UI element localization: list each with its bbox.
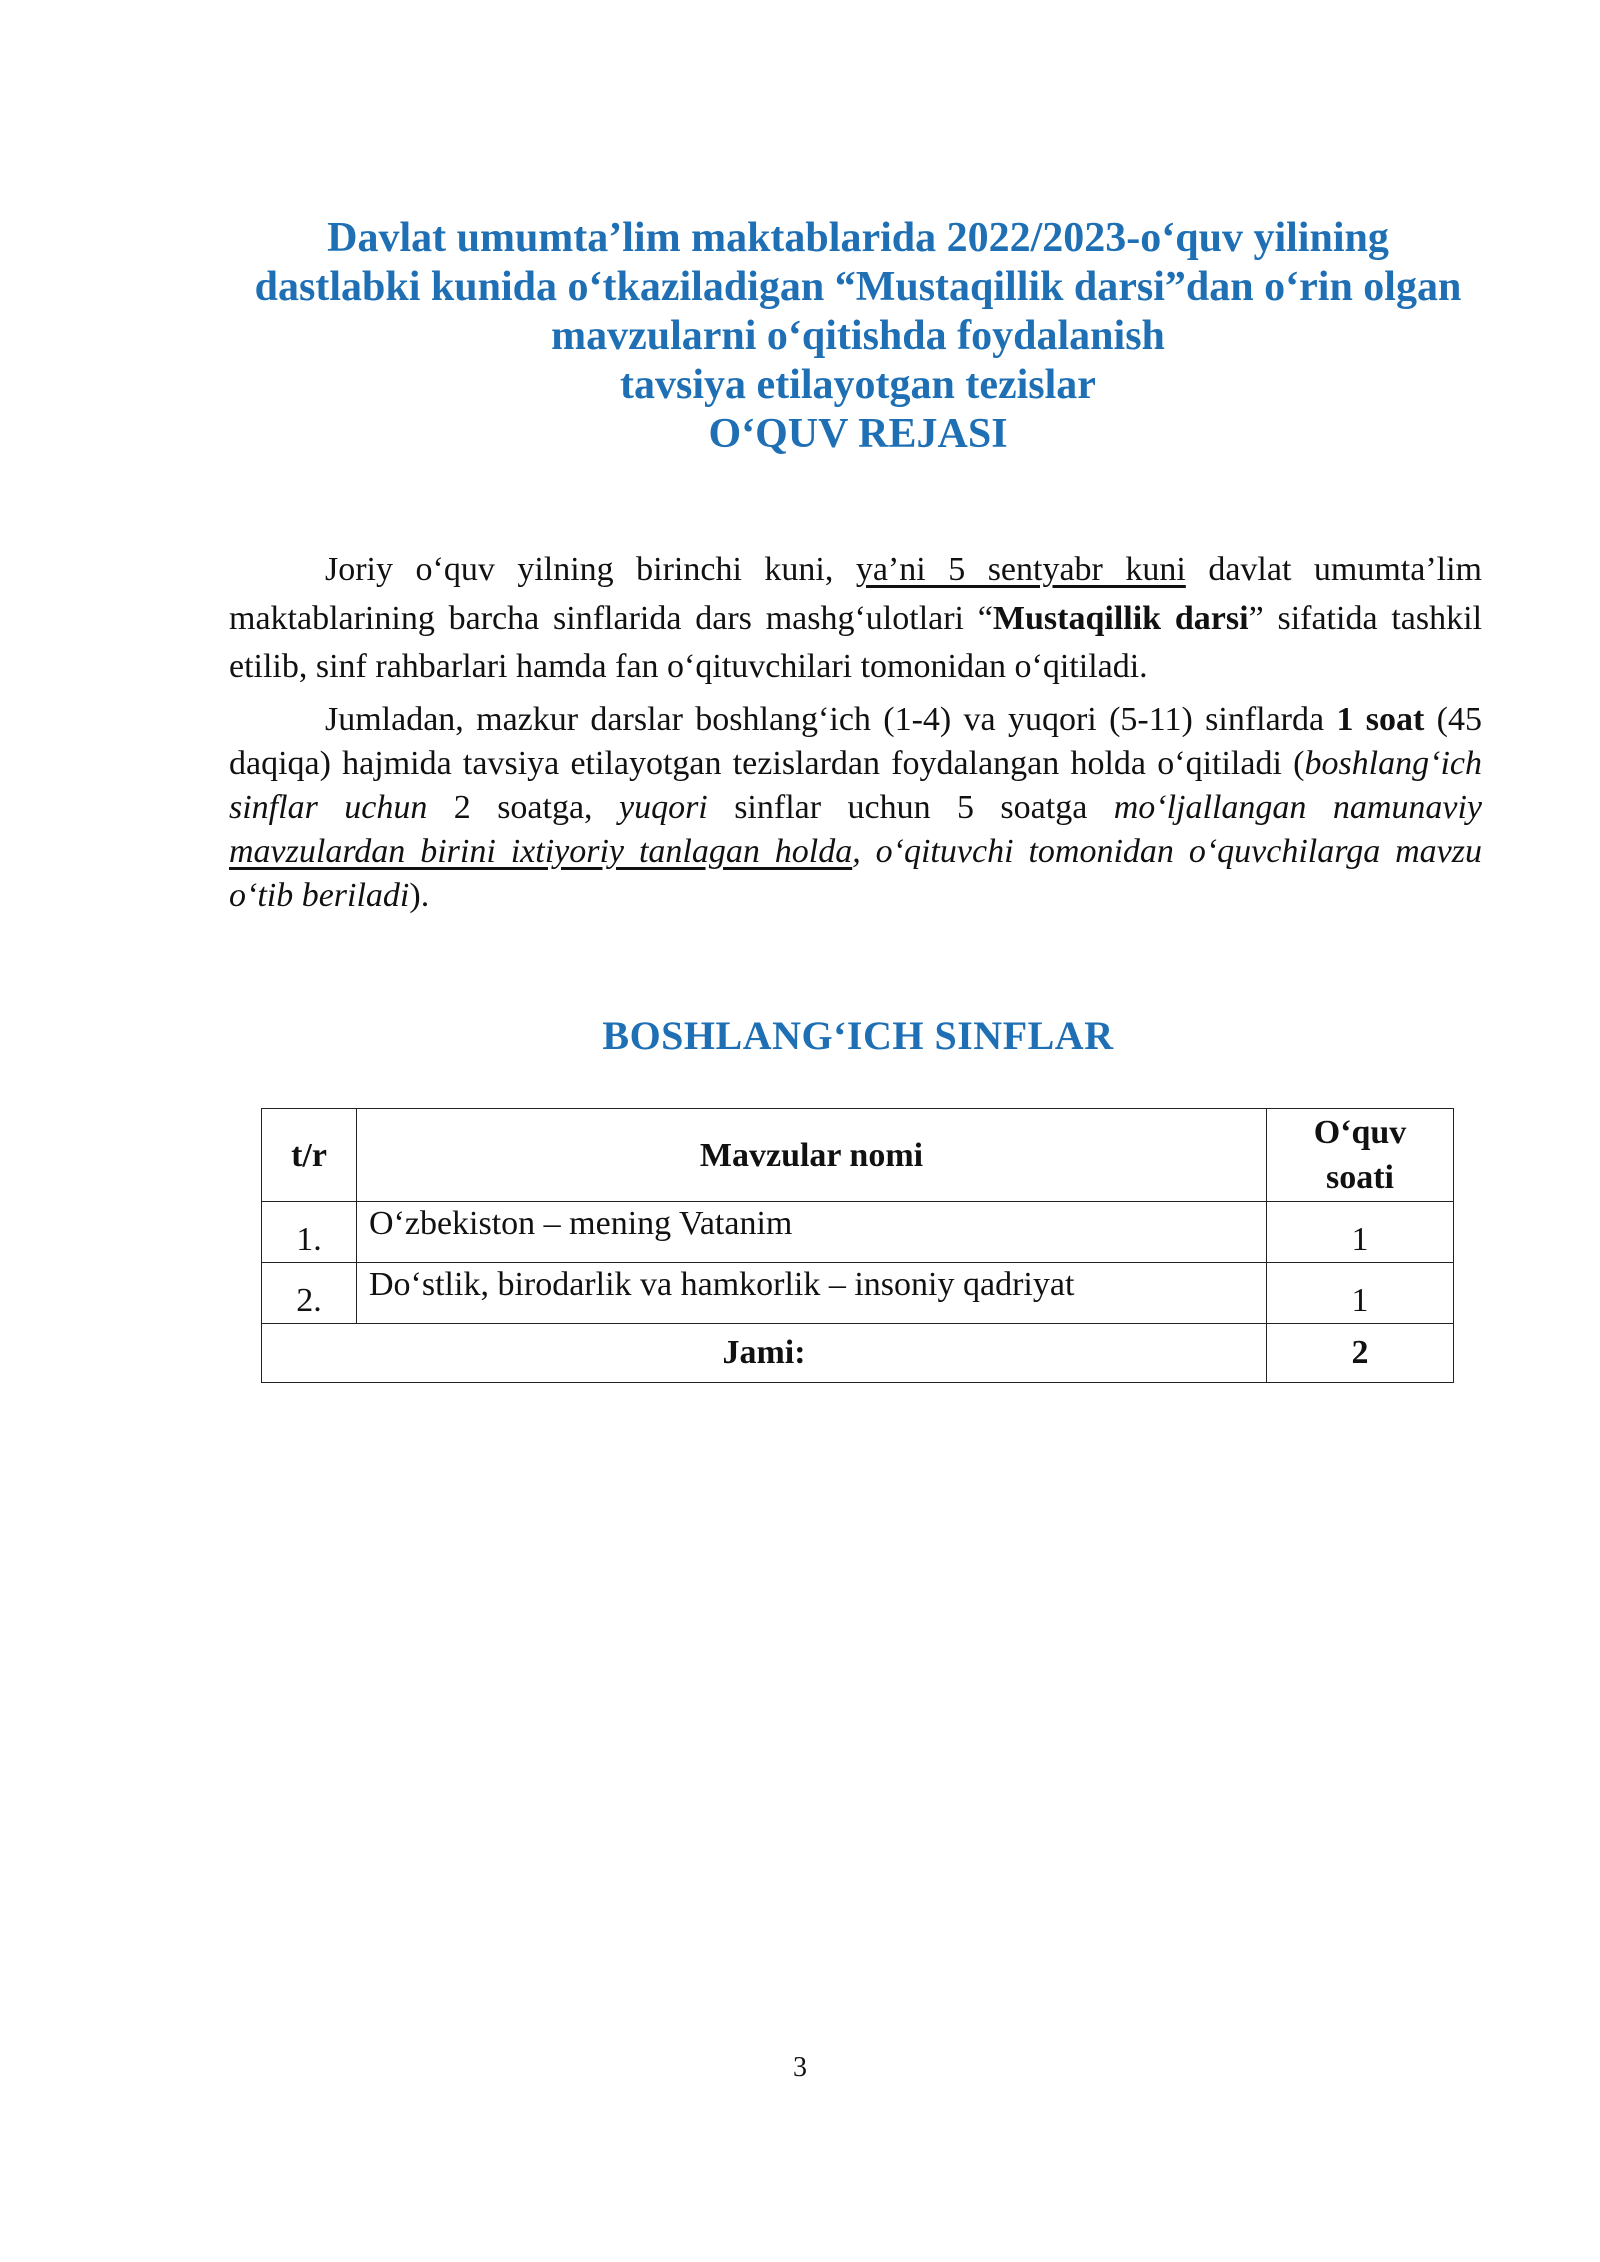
p2-italic-2: yuqori <box>618 789 708 826</box>
p2-italic-4: , o‘qituvchi tomonidan o‘quvchilarga mavzu o‘tib beriladi <box>229 833 1482 914</box>
document-heading <box>200 214 1516 459</box>
row-topic: Do‘stlik, birodarlik va hamkorlik – insoniy qadriyat <box>357 1263 1267 1324</box>
intro-paragraph <box>229 546 1482 692</box>
heading-line-4: tavsiya etilayotgan tezislar <box>620 362 1096 408</box>
heading-line-3: mavzularni o‘qitishda foydalanish <box>551 313 1165 359</box>
heading-line-1: Davlat umumta’lim maktablarida 2022/2023-o‘quv yilining <box>327 215 1389 261</box>
p2-text-5: ). <box>409 877 430 914</box>
p1-lesson-name: Mustaqillik darsi <box>992 599 1249 637</box>
p2-text-3: 2 soatga, <box>427 789 619 826</box>
header-hours-line-2: soati <box>1326 1159 1394 1196</box>
p1-date-underlined: ya’ni 5 sentyabr kuni <box>855 551 1186 588</box>
header-hours-line-1: O‘quv <box>1313 1114 1407 1151</box>
header-topic: Mavzular nomi <box>357 1109 1267 1202</box>
heading-line-5: O‘QUV REJASI <box>708 411 1008 457</box>
table-header-row <box>262 1109 1454 1202</box>
total-value: 2 <box>1267 1324 1454 1383</box>
p2-text-1: Jumladan, mazkur darslar boshlang‘ich (1-4) va yuqori (5-11) sinflarda <box>325 701 1337 738</box>
p2-italic-3: mo‘ljallangan namunaviy <box>1113 789 1483 826</box>
details-paragraph <box>229 698 1482 918</box>
total-label: Jami: <box>262 1324 1267 1383</box>
row-topic: O‘zbekiston – mening Vatanim <box>357 1202 1267 1263</box>
table-row <box>262 1202 1454 1263</box>
section-title: BOSHLANG‘ICH SINFLAR <box>602 1013 1114 1058</box>
table-row <box>262 1263 1454 1324</box>
p2-italic-1: boshlang‘ich sinflar uchun <box>229 745 1482 826</box>
row-hours: 1 <box>1267 1263 1454 1324</box>
row-hours: 1 <box>1267 1202 1454 1263</box>
p2-text-4: sinflar uchun 5 soatga <box>707 789 1114 826</box>
row-number: 2. <box>262 1263 357 1324</box>
table-total-row <box>262 1324 1454 1383</box>
p2-duration-bold: 1 soat <box>1336 701 1425 738</box>
p2-text-2: (45 daqiqa) hajmida tavsiya etilayotgan tezislardan foydalangan holda o‘qitiladi ( <box>229 701 1483 782</box>
curriculum-table <box>261 1108 1454 1383</box>
page-number: 3 <box>793 2052 807 2083</box>
header-hours <box>1267 1109 1454 1202</box>
header-number: t/r <box>262 1109 357 1202</box>
p1-text-2: davlat umumta’lim maktablarining barcha sinflarida dars mashg‘ulotlari “ <box>229 551 1482 637</box>
p2-italic-underlined: mavzulardan birini ixtiyoriy tanlagan holda <box>229 833 853 870</box>
p1-text-1: Joriy o‘quv yilning birinchi kuni, <box>325 551 856 588</box>
p1-text-3: ” sifatida tashkil etilib, sinf rahbarlari hamda fan o‘qituvchilari tomonidan o‘qitiladi. <box>229 599 1483 685</box>
row-number: 1. <box>262 1202 357 1263</box>
heading-line-2: dastlabki kunida o‘tkaziladigan “Mustaqillik darsi”dan o‘rin olgan <box>254 264 1462 310</box>
